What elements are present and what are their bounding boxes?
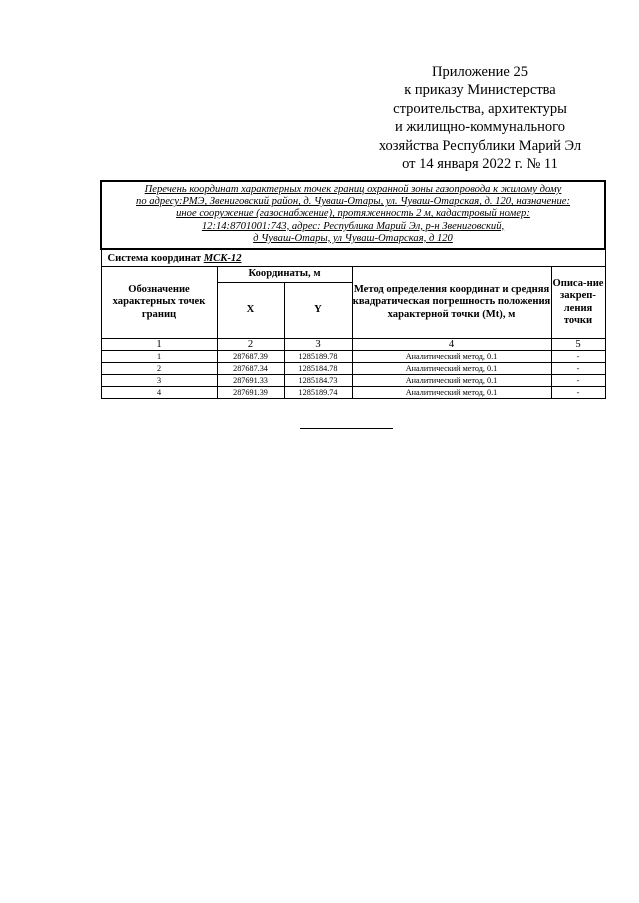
header-coordinates: Координаты, м — [217, 267, 352, 283]
coordinate-system-label: Система координат — [107, 252, 202, 264]
header-line: и жилищно-коммунального — [394, 119, 566, 136]
header-designation: Обозначение характерных точек границ — [101, 267, 217, 339]
point-y: 1285184.73 — [284, 375, 352, 387]
title-line: иное сооружение (газоснабжение), протяженность 2 м, кадастровый номер: — [176, 208, 530, 220]
point-x: 287691.33 — [217, 375, 284, 387]
header-x: X — [217, 283, 284, 339]
table-row — [101, 375, 605, 387]
point-method: Аналитический метод, 0.1 — [352, 375, 551, 387]
coordinate-system-value: МСК-12 — [203, 252, 242, 264]
divider-line — [300, 428, 393, 429]
header-line: от 14 января 2022 г. № 11 — [402, 156, 558, 173]
point-id: 4 — [101, 387, 217, 399]
header-y: Y — [284, 283, 352, 339]
point-y: 1285189.74 — [284, 387, 352, 399]
appendix-header — [360, 63, 600, 173]
header-line: Приложение 25 — [432, 64, 528, 80]
coordinates-table — [100, 180, 606, 399]
column-number: 5 — [551, 339, 605, 351]
header-line: хозяйства Республики Марий Эл — [378, 137, 582, 154]
point-id: 1 — [101, 351, 217, 363]
point-description: - — [551, 363, 605, 375]
header-line: строительства, архитектуры — [393, 100, 567, 117]
header-description: Описа-ние закреп-ления точки — [551, 267, 605, 339]
column-number: 2 — [217, 339, 284, 351]
title-line: Перечень координат характерных точек границ охранной зоны газопровода к жилому дому — [144, 184, 562, 195]
point-description: - — [551, 375, 605, 387]
title-line: д Чуваш-Отары, ул Чуваш-Отарская, д 120 — [253, 232, 453, 244]
header-line: к приказу Министерства — [404, 82, 556, 99]
point-id: 2 — [101, 363, 217, 375]
table-row — [101, 363, 605, 375]
point-x: 287687.39 — [217, 351, 284, 363]
point-description: - — [551, 351, 605, 363]
point-id: 3 — [101, 375, 217, 387]
table-title — [101, 181, 605, 249]
title-line: 12:14:8701001:743, адрес: Республика Марий Эл, р-н Звениговский, — [201, 220, 505, 232]
point-description: - — [551, 387, 605, 399]
table-row — [101, 387, 605, 399]
point-method: Аналитический метод, 0.1 — [352, 351, 551, 363]
column-number: 1 — [101, 339, 217, 351]
table-row — [101, 351, 605, 363]
point-x: 287687.34 — [217, 363, 284, 375]
point-method: Аналитический метод, 0.1 — [352, 387, 551, 399]
title-line: по адресу:РМЭ, Звениговский район, д. Чуваш-Отары, ул. Чуваш-Отарская, д. 120, назначение: — [136, 196, 570, 208]
coordinate-system — [101, 249, 605, 267]
column-number: 4 — [352, 339, 551, 351]
point-y: 1285189.78 — [284, 351, 352, 363]
point-x: 287691.39 — [217, 387, 284, 399]
point-method: Аналитический метод, 0.1 — [352, 363, 551, 375]
column-number: 3 — [284, 339, 352, 351]
header-method: Метод определения координат и средняя квадратическая погрешность положения характерной точки (Mt), м — [352, 267, 551, 339]
point-y: 1285184.78 — [284, 363, 352, 375]
